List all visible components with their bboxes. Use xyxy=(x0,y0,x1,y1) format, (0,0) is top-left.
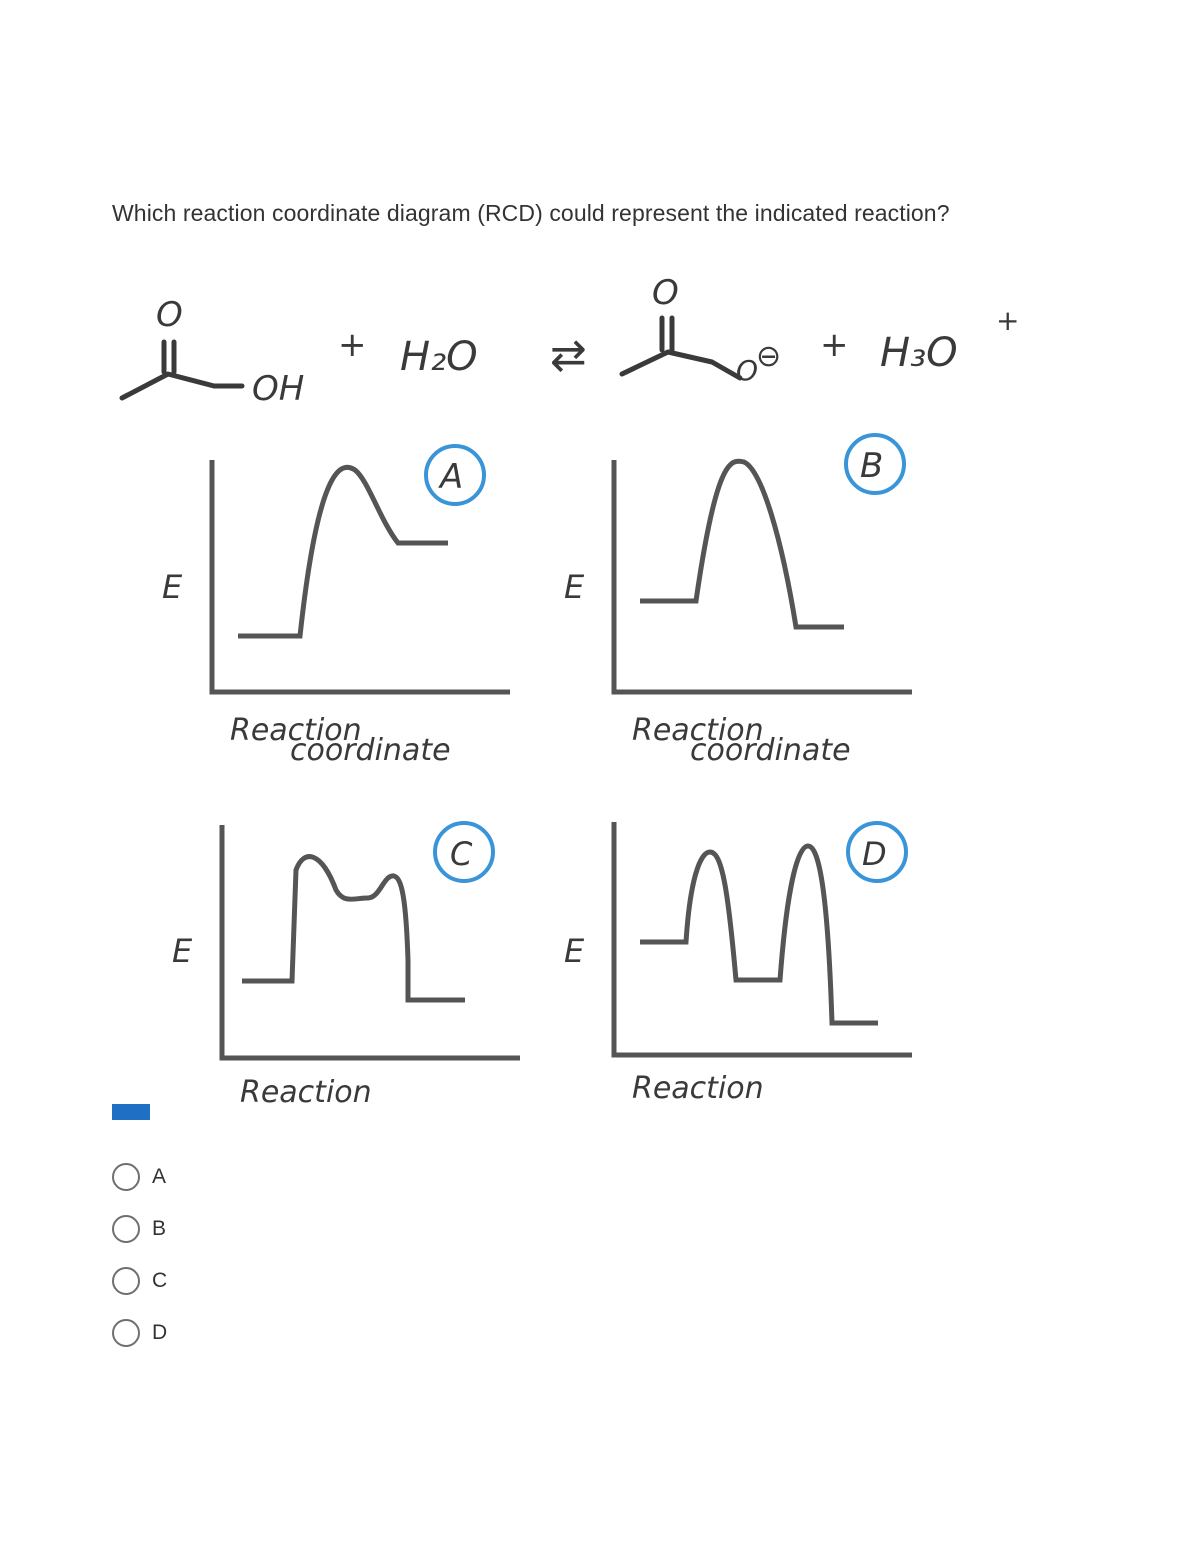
x-axis-label-line2: coordinate xyxy=(290,733,451,768)
diagram-id: C xyxy=(450,835,473,873)
option-d[interactable] xyxy=(112,1316,167,1350)
product-anion-o: O xyxy=(736,354,759,387)
product-double-bond xyxy=(662,318,672,350)
radio-a[interactable] xyxy=(112,1163,140,1191)
hydronium: H₃O xyxy=(880,330,958,376)
product-skeleton xyxy=(622,352,740,378)
diagram-id: D xyxy=(862,835,887,873)
reactant-skeleton xyxy=(122,374,214,398)
x-axis-label-line1: Reaction xyxy=(632,1071,764,1106)
axes xyxy=(212,460,510,692)
reactant-double-bond xyxy=(164,342,174,372)
option-c[interactable] xyxy=(112,1264,167,1298)
diagram-b xyxy=(564,435,912,768)
y-axis-label: E xyxy=(564,932,585,970)
diagram-id: A xyxy=(440,457,464,497)
negative-charge: ⊖ xyxy=(756,339,782,374)
plus-sign-1: + xyxy=(338,325,367,365)
plus-sign-2: + xyxy=(820,325,849,365)
diagram-a xyxy=(162,446,510,768)
product-carbonyl-o: O xyxy=(652,273,679,313)
diagram-d xyxy=(564,822,912,1106)
energy-profile xyxy=(640,461,844,627)
option-b-label: B xyxy=(152,1217,167,1240)
x-axis-label-line1: Reaction xyxy=(240,1075,372,1110)
equilibrium-arrow: ⇄ xyxy=(550,330,587,381)
positive-charge: + xyxy=(996,304,1020,337)
option-a-label: A xyxy=(152,1165,167,1188)
reactant-oh: OH xyxy=(252,369,305,409)
x-axis-label-line1: Reaction xyxy=(230,713,362,748)
y-axis-label: E xyxy=(172,932,193,970)
diagram-c xyxy=(172,823,520,1110)
option-d-label: D xyxy=(152,1321,168,1344)
question-text: Which reaction coordinate diagram (RCD) could represent the indicated reaction? xyxy=(112,200,950,226)
option-b[interactable] xyxy=(112,1212,166,1246)
option-a[interactable] xyxy=(112,1160,166,1194)
option-c-label: C xyxy=(152,1269,168,1292)
radio-c[interactable] xyxy=(112,1267,140,1295)
y-axis-label: E xyxy=(162,568,183,606)
energy-profile xyxy=(238,467,448,636)
x-axis-label-line2: coordinate xyxy=(690,733,851,768)
accent-tab xyxy=(112,1104,150,1120)
water: H₂O xyxy=(400,334,478,380)
radio-b[interactable] xyxy=(112,1215,140,1243)
diagram-id: B xyxy=(860,446,884,486)
energy-profile xyxy=(242,857,465,1000)
radio-d[interactable] xyxy=(112,1319,140,1347)
y-axis-label: E xyxy=(564,568,585,606)
axes xyxy=(222,825,520,1058)
energy-profile xyxy=(640,846,878,1023)
reactant-carbonyl-o: O xyxy=(156,295,183,335)
x-axis-label-line1: Reaction xyxy=(632,713,764,748)
